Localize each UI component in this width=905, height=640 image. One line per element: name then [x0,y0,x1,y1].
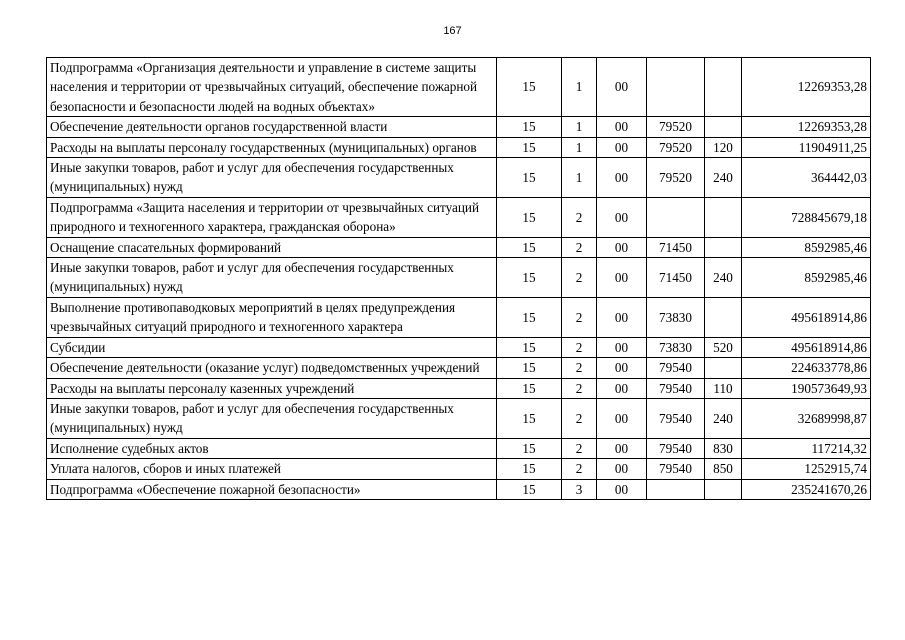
row-amount: 12269353,28 [742,58,871,117]
table-row [47,258,871,298]
row-vr: 240 [705,258,742,298]
row-pr: 00 [597,258,647,298]
row-name: Подпрограмма «Защита населения и территории от чрезвычайных ситуаций природного и техногенного характера, гражданская оборона» [47,197,497,237]
row-gr: 15 [497,398,562,438]
row-pr: 00 [597,337,647,357]
row-gr: 15 [497,158,562,198]
row-vr [705,197,742,237]
row-csr: 73830 [647,297,705,337]
row-csr [647,58,705,117]
table-row [47,137,871,157]
row-rz: 2 [562,337,597,357]
table-row [47,197,871,237]
row-vr [705,297,742,337]
row-amount: 235241670,26 [742,479,871,499]
row-pr: 00 [597,197,647,237]
row-gr: 15 [497,378,562,398]
table-row [47,237,871,257]
row-gr: 15 [497,117,562,137]
row-pr: 00 [597,378,647,398]
row-gr: 15 [497,358,562,378]
row-gr: 15 [497,459,562,479]
row-vr: 850 [705,459,742,479]
row-amount: 117214,32 [742,438,871,458]
row-csr: 79520 [647,158,705,198]
row-name: Подпрограмма «Организация деятельности и управление в системе защиты населения и территории от чрезвычайных ситуаций, обеспечение пожарной безопасности и безопасности людей на водных объектах» [47,58,497,117]
row-name: Исполнение судебных актов [47,438,497,458]
row-vr: 240 [705,158,742,198]
row-amount: 8592985,46 [742,237,871,257]
row-amount: 11904911,25 [742,137,871,157]
table-row [47,479,871,499]
row-name: Иные закупки товаров, работ и услуг для обеспечения государственных (муниципальных) нужд [47,398,497,438]
row-amount: 1252915,74 [742,459,871,479]
row-amount: 32689998,87 [742,398,871,438]
row-name: Расходы на выплаты персоналу государственных (муниципальных) органов [47,137,497,157]
table-row [47,58,871,117]
row-csr: 79540 [647,438,705,458]
row-csr: 73830 [647,337,705,357]
row-amount: 12269353,28 [742,117,871,137]
row-rz: 2 [562,438,597,458]
row-pr: 00 [597,237,647,257]
row-rz: 3 [562,479,597,499]
row-name: Выполнение противопаводковых мероприятий в целях предупреждения чрезвычайных ситуаций природного и техногенного характера [47,297,497,337]
row-gr: 15 [497,258,562,298]
table-row [47,297,871,337]
row-rz: 1 [562,158,597,198]
row-amount: 8592985,46 [742,258,871,298]
row-name: Субсидии [47,337,497,357]
row-rz: 2 [562,297,597,337]
row-name: Оснащение спасательных формирований [47,237,497,257]
row-amount: 364442,03 [742,158,871,198]
row-gr: 15 [497,479,562,499]
row-name: Подпрограмма «Обеспечение пожарной безопасности» [47,479,497,499]
row-csr: 79540 [647,398,705,438]
row-amount: 495618914,86 [742,337,871,357]
row-name: Иные закупки товаров, работ и услуг для обеспечения государственных (муниципальных) нужд [47,258,497,298]
table-row [47,158,871,198]
row-pr: 00 [597,137,647,157]
row-gr: 15 [497,58,562,117]
row-name: Иные закупки товаров, работ и услуг для обеспечения государственных (муниципальных) нужд [47,158,497,198]
row-rz: 2 [562,398,597,438]
row-csr: 79540 [647,378,705,398]
row-csr: 71450 [647,258,705,298]
table-row [47,438,871,458]
row-rz: 1 [562,137,597,157]
row-csr [647,197,705,237]
row-vr: 110 [705,378,742,398]
row-pr: 00 [597,358,647,378]
page-number: 167 [443,25,462,37]
row-rz: 1 [562,117,597,137]
row-pr: 00 [597,58,647,117]
row-rz: 2 [562,197,597,237]
row-pr: 00 [597,297,647,337]
row-csr [647,479,705,499]
table-row [47,337,871,357]
table-row [47,459,871,479]
row-gr: 15 [497,137,562,157]
row-vr: 240 [705,398,742,438]
row-name: Уплата налогов, сборов и иных платежей [47,459,497,479]
row-pr: 00 [597,438,647,458]
row-gr: 15 [497,197,562,237]
row-amount: 728845679,18 [742,197,871,237]
row-rz: 1 [562,58,597,117]
row-pr: 00 [597,117,647,137]
row-pr: 00 [597,479,647,499]
row-csr: 79540 [647,358,705,378]
row-name: Обеспечение деятельности (оказание услуг) подведомственных учреждений [47,358,497,378]
row-csr: 79520 [647,137,705,157]
row-amount: 190573649,93 [742,378,871,398]
row-rz: 2 [562,358,597,378]
row-csr: 79540 [647,459,705,479]
table-row [47,398,871,438]
row-amount: 224633778,86 [742,358,871,378]
row-gr: 15 [497,297,562,337]
row-pr: 00 [597,398,647,438]
row-gr: 15 [497,337,562,357]
row-name: Обеспечение деятельности органов государственной власти [47,117,497,137]
row-gr: 15 [497,237,562,257]
row-vr: 120 [705,137,742,157]
table-row [47,358,871,378]
row-vr [705,237,742,257]
row-name: Расходы на выплаты персоналу казенных учреждений [47,378,497,398]
row-vr [705,358,742,378]
row-pr: 00 [597,158,647,198]
row-amount: 495618914,86 [742,297,871,337]
table-row [47,117,871,137]
row-rz: 2 [562,378,597,398]
row-gr: 15 [497,438,562,458]
row-vr [705,58,742,117]
row-csr: 71450 [647,237,705,257]
row-vr [705,479,742,499]
row-rz: 2 [562,459,597,479]
row-vr: 830 [705,438,742,458]
row-vr [705,117,742,137]
row-pr: 00 [597,459,647,479]
budget-table [46,57,871,500]
table-row [47,378,871,398]
row-vr: 520 [705,337,742,357]
row-rz: 2 [562,258,597,298]
row-csr: 79520 [647,117,705,137]
row-rz: 2 [562,237,597,257]
